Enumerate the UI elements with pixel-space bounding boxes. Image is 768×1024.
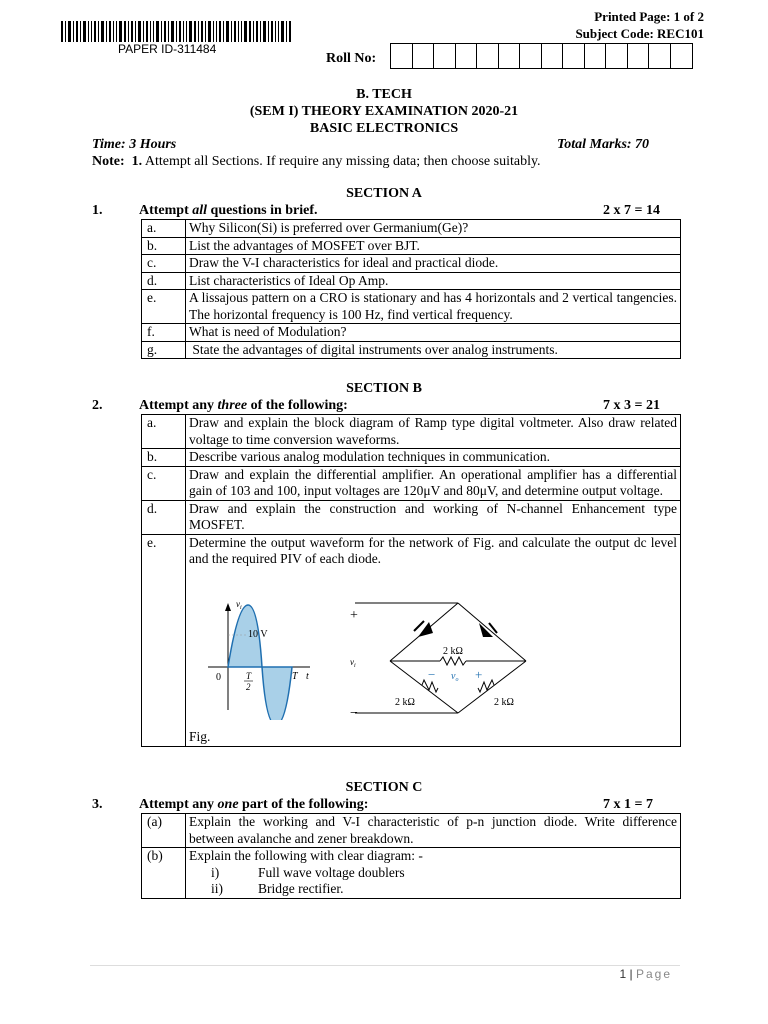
resistor-top-label: 2 kΩ (443, 646, 463, 657)
item-label: d. (142, 500, 186, 534)
paper-id: PAPER ID-311484 (118, 42, 217, 56)
section-a-table (141, 219, 681, 359)
note-number: 1. (131, 154, 143, 169)
printed-page: Printed Page: 1 of 2 (594, 9, 704, 24)
roll-no-label: Roll No: (326, 51, 377, 66)
t-axis-label: t (306, 671, 309, 682)
question-2-instruction: Attempt any three of the following: (139, 398, 348, 413)
table-row (142, 500, 681, 534)
vo-label: $v_o$ (451, 671, 459, 683)
item-text: Draw and explain the construction and working of N-channel Enhancement type MOSFET. (186, 500, 681, 534)
printed-page-block (575, 8, 704, 42)
roll-no-box[interactable] (542, 44, 564, 68)
vi-label: $v_i$ (236, 599, 242, 611)
table-row (142, 848, 681, 899)
table-row (142, 341, 681, 359)
roll-no-boxes[interactable] (390, 43, 693, 69)
item-text: Draw and explain the differential amplifier. An operational amplifier has a differential gain of 103 and 100, input voltages are 120μV and 80μV, and determine output voltage. (186, 466, 681, 500)
t-half-num: T (246, 671, 252, 681)
diode-left-bar (414, 621, 424, 631)
t-half-den: 2 (246, 682, 251, 692)
time-allowed: Time: 3 Hours (92, 137, 177, 152)
item-text: Draw and explain the block diagram of Ramp type digital voltmeter. Also draw related voltage to time conversion waveforms. (186, 415, 681, 449)
footer-divider (90, 965, 680, 966)
item-label: b. (142, 237, 186, 255)
input-waveform (208, 599, 310, 720)
table-row (142, 324, 681, 342)
question-2-marks: 7 x 3 = 21 (603, 398, 660, 413)
table-row (142, 272, 681, 290)
table-row (142, 220, 681, 238)
diode-right-bar (489, 623, 497, 633)
section-a-title: SECTION A (346, 186, 422, 201)
item-label: (b) (142, 848, 186, 899)
roll-no-box[interactable] (671, 44, 693, 68)
vo-plus: + (475, 667, 483, 682)
roll-no-box[interactable] (649, 44, 671, 68)
table-row (142, 415, 681, 449)
item-label: a. (142, 415, 186, 449)
sub-item: ii) Bridge rectifier. (211, 881, 344, 896)
question-3-instruction: Attempt any one part of the following: (139, 797, 369, 812)
question-1-number: 1. (92, 203, 103, 218)
item-text: List characteristics of Ideal Op Amp. (186, 272, 681, 290)
circuit-figure (200, 595, 540, 720)
item-label: c. (142, 255, 186, 273)
note (92, 154, 541, 170)
sub-item: i) Full wave voltage doublers (211, 864, 405, 880)
table-row (142, 449, 681, 467)
roll-no-box[interactable] (456, 44, 478, 68)
page-number: 1 (619, 967, 627, 981)
input-vi-label: $v_i$ (350, 657, 356, 669)
input-plus: + (350, 608, 358, 623)
peak-label: 10 V (248, 629, 268, 640)
section-b-title: SECTION B (346, 381, 422, 396)
roll-no-box[interactable] (628, 44, 650, 68)
item-text: A lissajous pattern on a CRO is stationary and has 4 horizontals and 2 vertical tangencies. The horizontal frequency is 100 Hz, find vertical frequency. (186, 290, 681, 324)
item-text: Determine the output waveform for the network of Fig. and calculate the output dc level and the required PIV of each diode. (189, 534, 677, 566)
resistor-left-label: 2 kΩ (395, 697, 415, 708)
origin-label: 0 (216, 672, 221, 683)
note-label: Note: (92, 154, 125, 169)
resistor-right-label: 2 kΩ (494, 697, 514, 708)
total-marks: Total Marks: 70 (557, 137, 650, 152)
exam-title: (SEM I) THEORY EXAMINATION 2020-21 (249, 104, 519, 119)
item-text: State the advantages of digital instruments over analog instruments. (186, 341, 681, 359)
question-2-number: 2. (92, 398, 103, 413)
subject-title: BASIC ELECTRONICS (309, 121, 459, 136)
item-label: c. (142, 466, 186, 500)
roll-no-box[interactable] (563, 44, 585, 68)
vo-minus: − (428, 667, 436, 682)
item-label: d. (142, 272, 186, 290)
question-1-instruction: Attempt all questions in brief. (139, 203, 318, 218)
t-full-label: T (292, 671, 298, 682)
section-c-title: SECTION C (345, 780, 423, 795)
roll-no-box[interactable] (477, 44, 499, 68)
page-footer: 1 | Page (619, 967, 672, 981)
item-label: f. (142, 324, 186, 342)
input-minus: − (350, 706, 358, 720)
item-text: Explain the working and V-I characteristic of p-n junction diode. Write difference between avalanche and zener breakdown. (186, 814, 681, 848)
item-text-with-list (186, 848, 681, 899)
roll-no-box[interactable] (606, 44, 628, 68)
item-label: e. (142, 534, 186, 746)
item-text: What is need of Modulation? (186, 324, 681, 342)
question-1-marks: 2 x 7 = 14 (603, 203, 660, 218)
subject-code: Subject Code: REC101 (575, 26, 704, 41)
barcode (61, 21, 291, 42)
roll-no-box[interactable] (434, 44, 456, 68)
item-text: Explain the following with clear diagram: - (189, 848, 423, 863)
item-label: (a) (142, 814, 186, 848)
question-3-number: 3. (92, 797, 103, 812)
item-label: a. (142, 220, 186, 238)
item-label: g. (142, 341, 186, 359)
roll-no-box[interactable] (585, 44, 607, 68)
table-row (142, 814, 681, 848)
item-text: Describe various analog modulation techniques in communication. (186, 449, 681, 467)
page-word: Page (635, 967, 672, 981)
item-label: b. (142, 449, 186, 467)
roll-no-box[interactable] (499, 44, 521, 68)
table-row (142, 290, 681, 324)
item-label: e. (142, 290, 186, 324)
table-row (142, 466, 681, 500)
note-text: Attempt all Sections. If require any missing data; then choose suitably. (144, 154, 541, 169)
degree-title: B. TECH (356, 87, 412, 102)
question-3-marks: 7 x 1 = 7 (603, 797, 653, 812)
roll-no-box[interactable] (520, 44, 542, 68)
item-text: Draw the V-I characteristics for ideal and practical diode. (186, 255, 681, 273)
roll-no-box[interactable] (391, 44, 413, 68)
table-row (142, 255, 681, 273)
table-row (142, 237, 681, 255)
figure-caption: Fig. (189, 729, 211, 744)
roll-no-box[interactable] (413, 44, 435, 68)
item-text: Why Silicon(Si) is preferred over Germanium(Ge)? (186, 220, 681, 238)
item-text: List the advantages of MOSFET over BJT. (186, 237, 681, 255)
section-c-table (141, 813, 681, 899)
